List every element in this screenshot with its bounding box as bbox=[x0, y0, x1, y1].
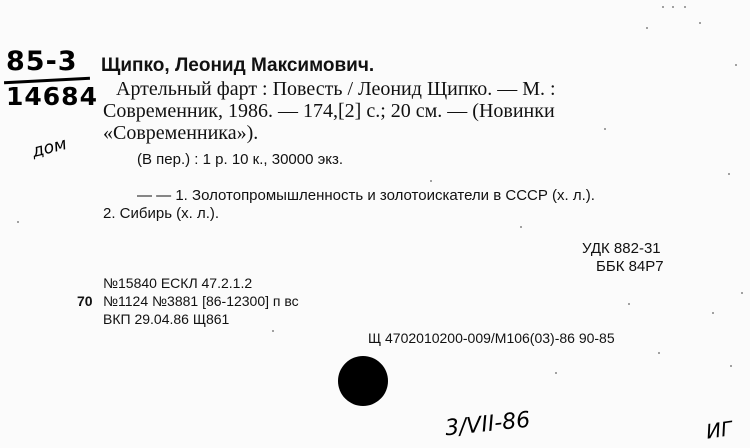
scan-speck bbox=[628, 303, 630, 305]
subjects-line-1: — — 1. Золотопромышленность и золотоискатели в СССР (х. л.). bbox=[137, 187, 595, 204]
scan-speck bbox=[430, 180, 432, 182]
handwritten-initials: ИГ bbox=[704, 416, 734, 444]
scan-speck bbox=[272, 330, 274, 332]
scan-speck bbox=[699, 22, 701, 24]
scan-speck bbox=[604, 128, 606, 130]
scan-speck bbox=[646, 27, 648, 29]
control-line-1: №15840 ЕСКЛ 47.2.1.2 bbox=[103, 275, 253, 291]
scan-speck bbox=[728, 173, 730, 175]
author-mark: Щ 4702010200-009/М106(03)-86 90-85 bbox=[368, 330, 615, 346]
control-line-3: ВКП 29.04.86 Щ861 bbox=[103, 311, 230, 327]
subjects-line-2: 2. Сибирь (х. л.). bbox=[103, 205, 220, 222]
scan-speck bbox=[662, 6, 664, 8]
title-line-2: Современник, 1986. — 174,[2] с.; 20 см. — (Новинки bbox=[103, 100, 555, 122]
control-line-2-prefix: 70 bbox=[77, 293, 93, 309]
scan-speck bbox=[555, 372, 557, 374]
bbk-code: ББК 84Р7 bbox=[596, 258, 664, 275]
title-line-3: «Современника»). bbox=[103, 122, 259, 144]
price-line: (В пер.) : 1 р. 10 к., 30000 экз. bbox=[137, 151, 344, 168]
handwritten-date-note: 3/VII-86 bbox=[443, 407, 532, 442]
title-line-1: Артельный фарт : Повесть / Леонид Щипко. — М. : bbox=[116, 78, 556, 100]
scan-speck bbox=[741, 292, 743, 294]
scan-speck bbox=[520, 226, 522, 228]
scan-speck bbox=[672, 6, 674, 8]
punch-hole bbox=[338, 356, 388, 406]
scan-speck bbox=[735, 64, 737, 66]
scan-speck bbox=[712, 312, 714, 314]
author-heading: Щипко, Леонид Максимович. bbox=[101, 55, 375, 76]
scan-speck bbox=[17, 221, 19, 223]
control-line-2: №1124 №3881 [86-12300] п вс bbox=[103, 293, 299, 309]
handwritten-marginal-note: дом bbox=[29, 134, 69, 162]
scan-speck bbox=[730, 365, 732, 367]
handwritten-shelf-number: 85-3 bbox=[6, 46, 78, 77]
udk-code: УДК 882-31 bbox=[582, 240, 661, 257]
handwritten-inventory-number: 14684 bbox=[6, 82, 98, 111]
scan-speck bbox=[658, 352, 660, 354]
scan-speck bbox=[684, 6, 686, 8]
